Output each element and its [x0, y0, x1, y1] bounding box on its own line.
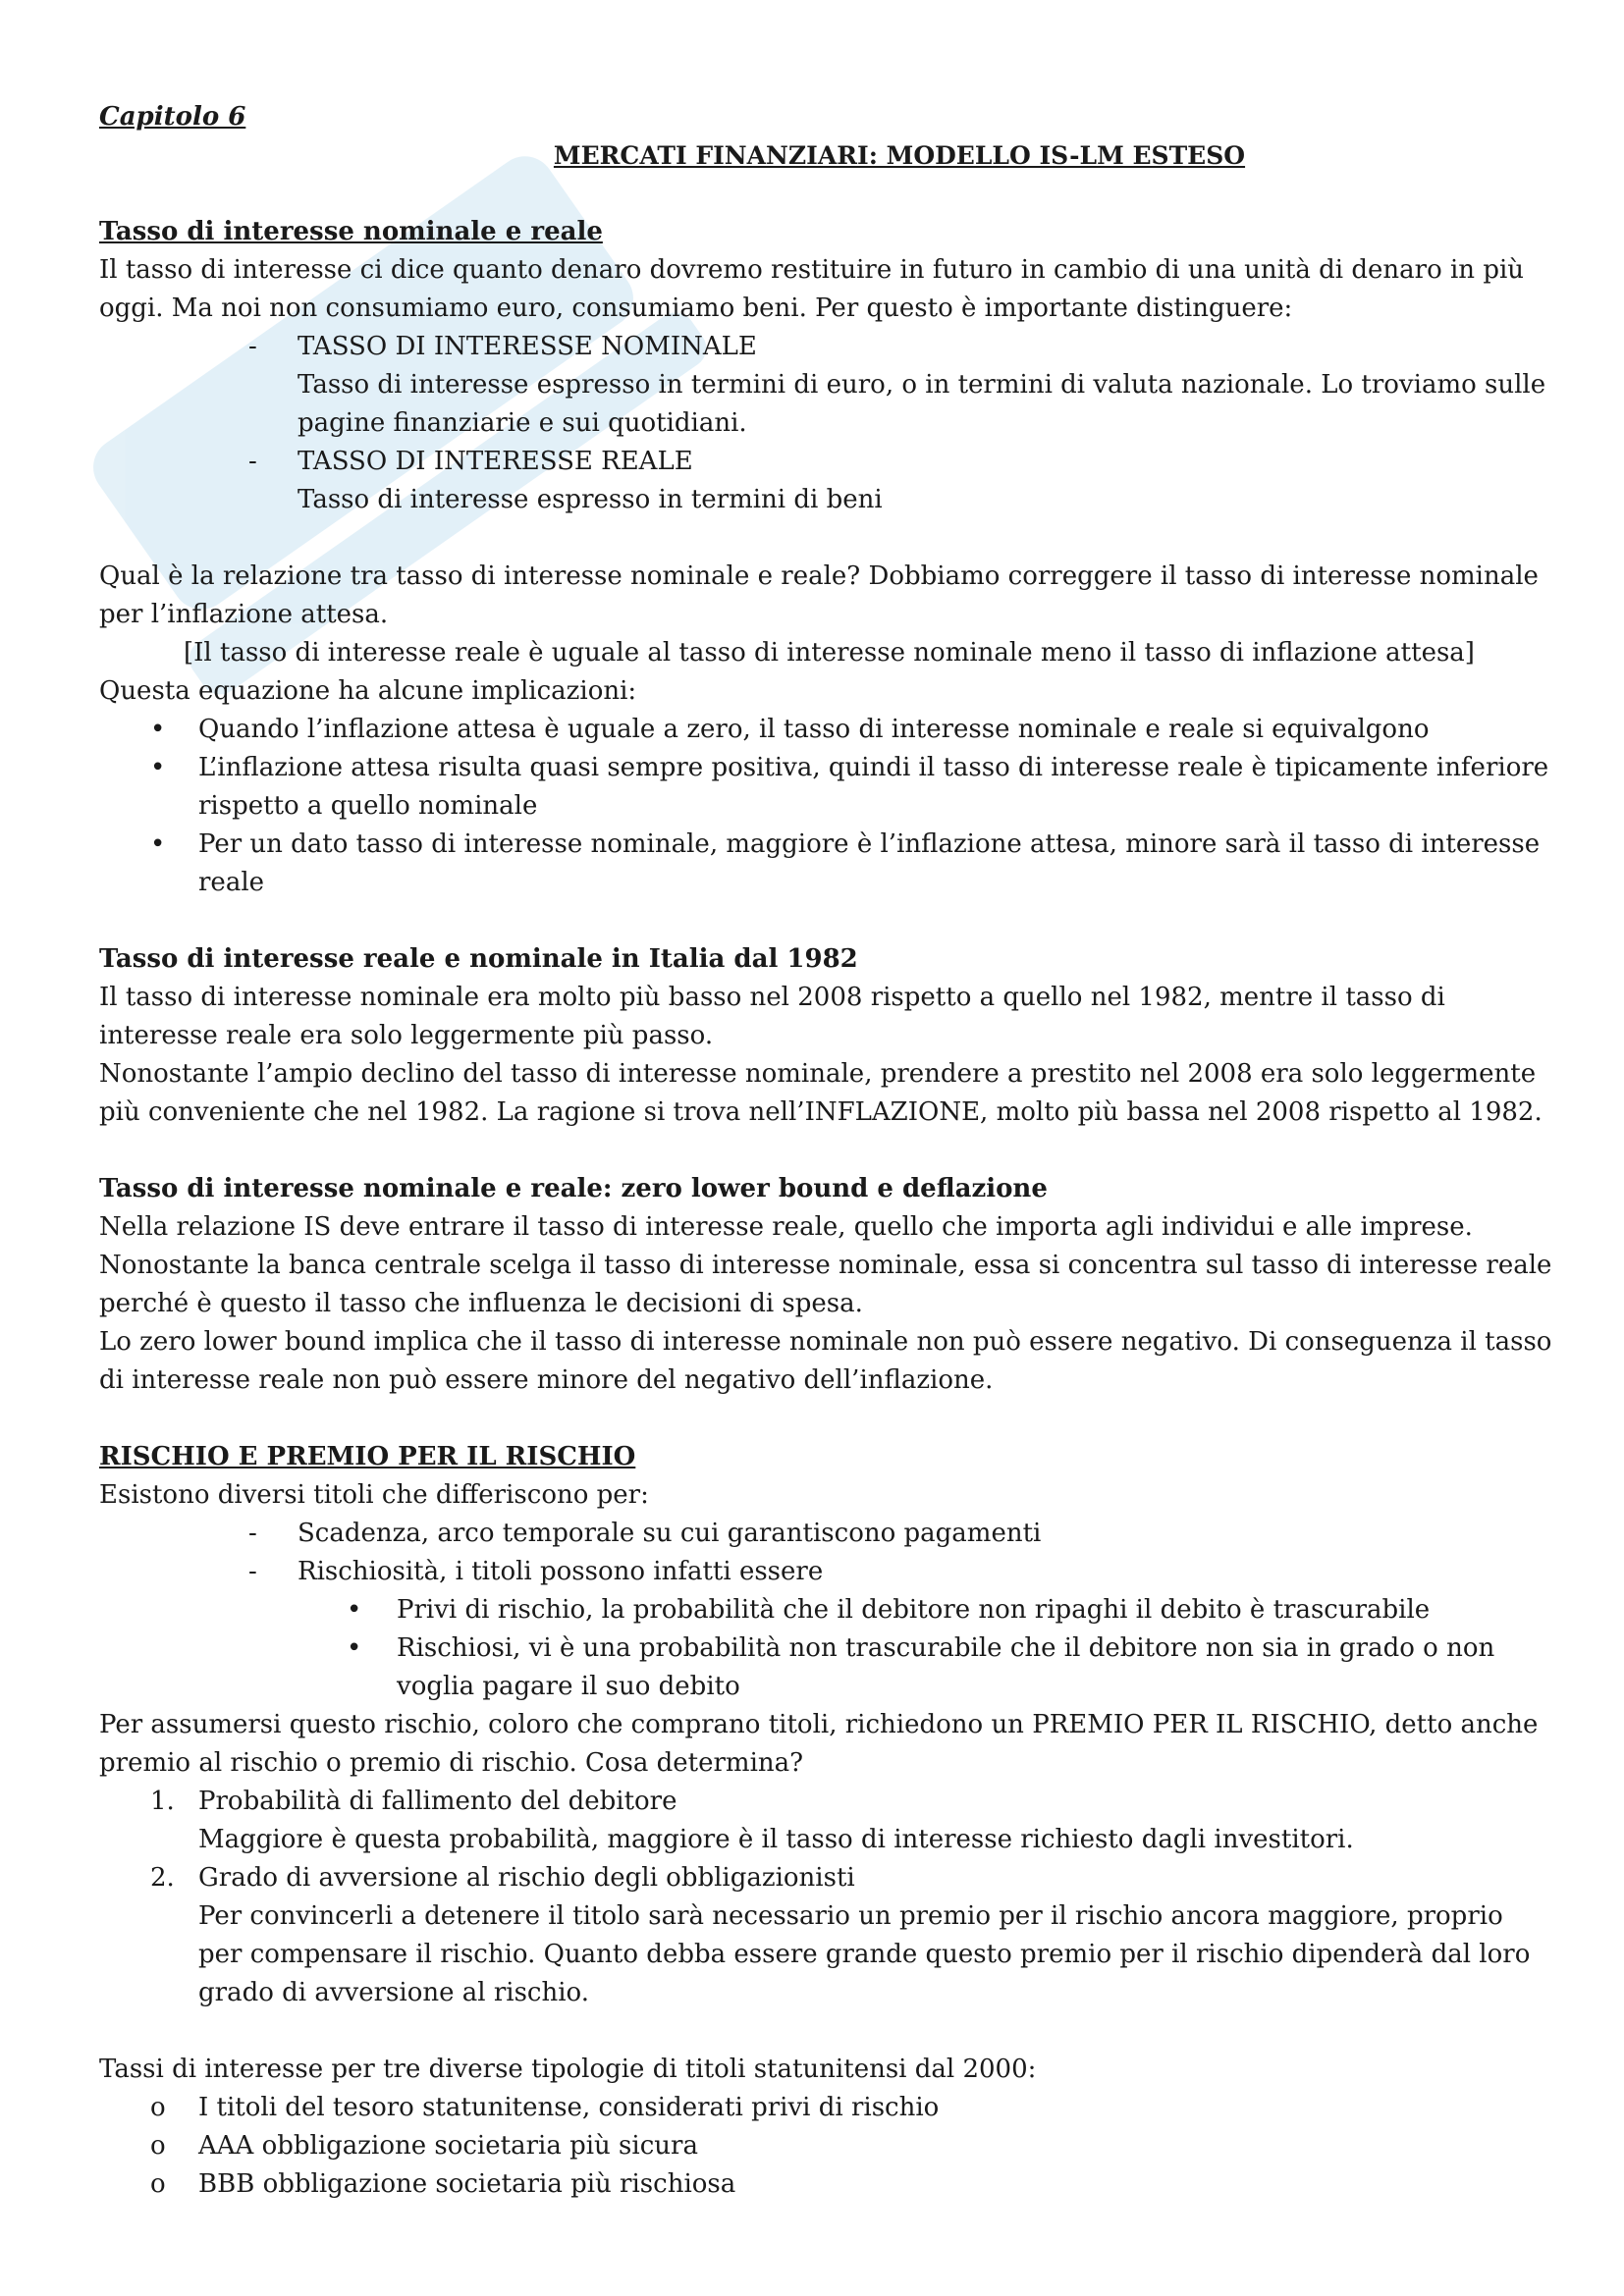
- list-item: [99, 2089, 1552, 2127]
- implications-list: [99, 711, 1552, 902]
- bullet-marker: •: [347, 1595, 362, 1625]
- rate-type-list: [99, 328, 1552, 519]
- list-item-text: Privi di rischio, la probabilità che il debitore non ripaghi il debito è trascurabile: [397, 1595, 1431, 1625]
- list-item-text: Rischiosità, i titoli possono infatti essere: [298, 1557, 824, 1586]
- bullet-marker: •: [150, 753, 166, 782]
- list-item: [99, 1515, 1552, 1553]
- list-item-text: L’inflazione attesa risulta quasi sempre positiva, quindi il tasso di interesse reale è tipicamente inferiore rispetto a quello nominale: [198, 753, 1549, 821]
- list-item: [99, 2165, 1552, 2204]
- list-item-text: BBB obbligazione societaria più rischiosa: [198, 2169, 736, 2199]
- number-marker: 2.: [150, 1863, 175, 1893]
- number-marker: 1.: [150, 1787, 175, 1816]
- paragraph: Nonostante la banca centrale scelga il tasso di interesse nominale, essa si concentra sul tasso di interesse reale perché è questo il tasso che influenza le decisioni di spesa.: [99, 1251, 1552, 1318]
- bullet-marker: •: [347, 1633, 362, 1663]
- list-item-label: Grado di avversione al rischio degli obbligazionisti: [198, 1863, 855, 1893]
- risk-types-list: [99, 1591, 1552, 1706]
- premium-factors-list: [99, 1783, 1552, 2012]
- circle-marker: o: [150, 2169, 166, 2199]
- list-item-label: TASSO DI INTERESSE NOMINALE: [298, 332, 757, 361]
- bullet-marker: •: [150, 829, 166, 859]
- list-item: [99, 711, 1552, 749]
- dash-marker: -: [248, 332, 257, 361]
- dash-marker: -: [248, 1557, 257, 1586]
- dash-marker: -: [248, 447, 257, 476]
- list-item-text: Tasso di interesse espresso in termini di euro, o in termini di valuta nazionale. Lo troviamo sulle pagine finanziarie e sui quotidiani.: [298, 370, 1546, 438]
- bullet-marker: •: [150, 715, 166, 744]
- page-title: MERCATI FINANZIARI: MODELLO IS-LM ESTESO: [553, 141, 1246, 170]
- list-item: [99, 749, 1552, 826]
- list-item: [99, 1591, 1552, 1629]
- list-item: [99, 443, 1552, 519]
- paragraph: Per assumersi questo rischio, coloro che comprano titoli, richiedono un PREMIO PER IL RISCHIO, detto anche premio al rischio o premio di rischio. Cosa determina?: [99, 1710, 1539, 1778]
- list-item-text: Scadenza, arco temporale su cui garantiscono pagamenti: [298, 1519, 1042, 1548]
- paragraph: Esistono diversi titoli che differiscono per:: [99, 1480, 649, 1510]
- list-item-text: Quando l’inflazione attesa è uguale a zero, il tasso di interesse nominale e reale si equivalgono: [198, 715, 1430, 744]
- list-item-text: Per convincerli a detenere il titolo sarà necessario un premio per il rischio ancora maggiore, proprio per compensare il rischio. Quanto debba essere grande questo premio per il rischio dipenderà dal loro grado di avversione al rischio.: [198, 1901, 1531, 2007]
- paragraph: Nonostante l’ampio declino del tasso di interesse nominale, prendere a prestito nel 2008 era solo leggermente più conveniente che nel 1982. La ragione si trova nell’INFLAZIONE, molto più bassa nel 2008 rispetto al 1982.: [99, 1059, 1543, 1127]
- section-title-zero-lower-bound: Tasso di interesse nominale e reale: zero lower bound e deflazione: [99, 1174, 1048, 1203]
- paragraph: Qual è la relazione tra tasso di interesse nominale e reale? Dobbiamo correggere il tasso di interesse nominale per l’inflazione attesa.: [99, 561, 1539, 629]
- section-title-nominal-real: Tasso di interesse nominale e reale: [99, 217, 603, 246]
- paragraph: Nella relazione IS deve entrare il tasso di interesse reale, quello che importa agli individui e alle imprese.: [99, 1212, 1473, 1242]
- paragraph: Tassi di interesse per tre diverse tipologie di titoli statunitensi dal 2000:: [99, 2055, 1037, 2084]
- list-item-text: I titoli del tesoro statunitense, considerati privi di rischio: [198, 2093, 940, 2122]
- list-item: [99, 826, 1552, 902]
- dash-marker: -: [248, 1519, 257, 1548]
- document-page: [99, 98, 1552, 2204]
- list-item-text: Tasso di interesse espresso in termini di beni: [298, 485, 883, 514]
- list-item: [99, 1859, 1552, 2012]
- bond-types-list: [99, 2089, 1552, 2204]
- list-item: [99, 328, 1552, 443]
- section-title-italy: Tasso di interesse reale e nominale in Italia dal 1982: [99, 944, 858, 974]
- list-item: [99, 2127, 1552, 2165]
- equation-text: [Il tasso di interesse reale è uguale al tasso di interesse nominale meno il tasso di inflazione attesa]: [184, 638, 1475, 667]
- list-item-label: Probabilità di fallimento del debitore: [198, 1787, 677, 1816]
- list-item-text: Rischiosi, vi è una probabilità non trascurabile che il debitore non sia in grado o non voglia pagare il suo debito: [397, 1633, 1495, 1701]
- bond-features-list: [99, 1515, 1552, 1591]
- list-item: [99, 1553, 1552, 1591]
- list-item: [99, 1783, 1552, 1859]
- paragraph: Lo zero lower bound implica che il tasso di interesse nominale non può essere negativo. Di conseguenza il tasso di interesse reale non può essere minore del negativo dell’inflazione.: [99, 1327, 1552, 1395]
- chapter-label: Capitolo 6: [99, 102, 246, 132]
- circle-marker: o: [150, 2093, 166, 2122]
- list-item: [99, 1629, 1552, 1706]
- list-item-text: AAA obbligazione societaria più sicura: [198, 2131, 698, 2161]
- circle-marker: o: [150, 2131, 166, 2161]
- list-item-label: TASSO DI INTERESSE REALE: [298, 447, 693, 476]
- paragraph: Il tasso di interesse ci dice quanto denaro dovremo restituire in futuro in cambio di una unità di denaro in più oggi. Ma noi non consumiamo euro, consumiamo beni. Per questo è importante distinguere:: [99, 255, 1525, 323]
- list-item-text: Per un dato tasso di interesse nominale, maggiore è l’inflazione attesa, minore sarà il tasso di interesse reale: [198, 829, 1541, 897]
- paragraph: Il tasso di interesse nominale era molto più basso nel 2008 rispetto a quello nel 1982, mentre il tasso di interesse reale era solo leggermente più passo.: [99, 983, 1445, 1050]
- list-item-text: Maggiore è questa probabilità, maggiore è il tasso di interesse richiesto dagli investitori.: [198, 1825, 1354, 1854]
- paragraph: Questa equazione ha alcune implicazioni:: [99, 676, 637, 706]
- section-title-risk: RISCHIO E PREMIO PER IL RISCHIO: [99, 1442, 636, 1471]
